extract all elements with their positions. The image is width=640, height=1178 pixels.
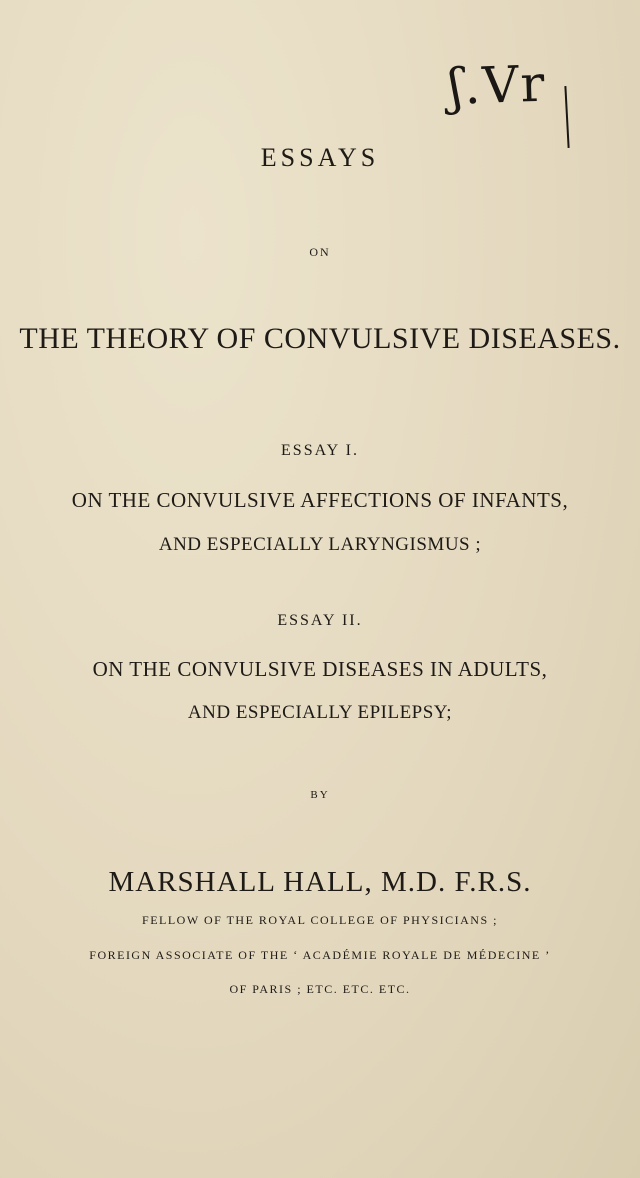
handwritten-shelfmark: ʃ.Vr [447, 54, 548, 116]
by-line: BY [310, 789, 330, 801]
heading-on: ON [309, 245, 331, 259]
author-affiliation-line1: FELLOW OF THE ROYAL COLLEGE OF PHYSICIANS ; [142, 913, 498, 927]
author-affiliation-line3: OF PARIS ; ETC. ETC. ETC. [229, 982, 411, 996]
essay-one-heading: ESSAY I. [281, 442, 359, 459]
essay-one-title-line1: ON THE CONVULSIVE AFFECTIONS OF INFANTS, [71, 488, 569, 512]
heading-essays: ESSAYS [260, 143, 380, 172]
essay-two-heading: ESSAY II. [277, 612, 363, 629]
main-title: THE THEORY OF CONVULSIVE DISEASES. [19, 322, 621, 355]
author-name: MARSHALL HALL, M.D. F.R.S. [108, 866, 532, 898]
author-affiliation-line2: FOREIGN ASSOCIATE OF THE ‘ ACADÉMIE ROYALE DE MÉDECINE ’ [89, 948, 551, 962]
essay-one-title-line2: AND ESPECIALLY LARYNGISMUS ; [158, 534, 482, 555]
essay-two-title-line1: ON THE CONVULSIVE DISEASES IN ADULTS, [92, 657, 548, 681]
essay-two-title-line2: AND ESPECIALLY EPILEPSY; [187, 702, 453, 723]
